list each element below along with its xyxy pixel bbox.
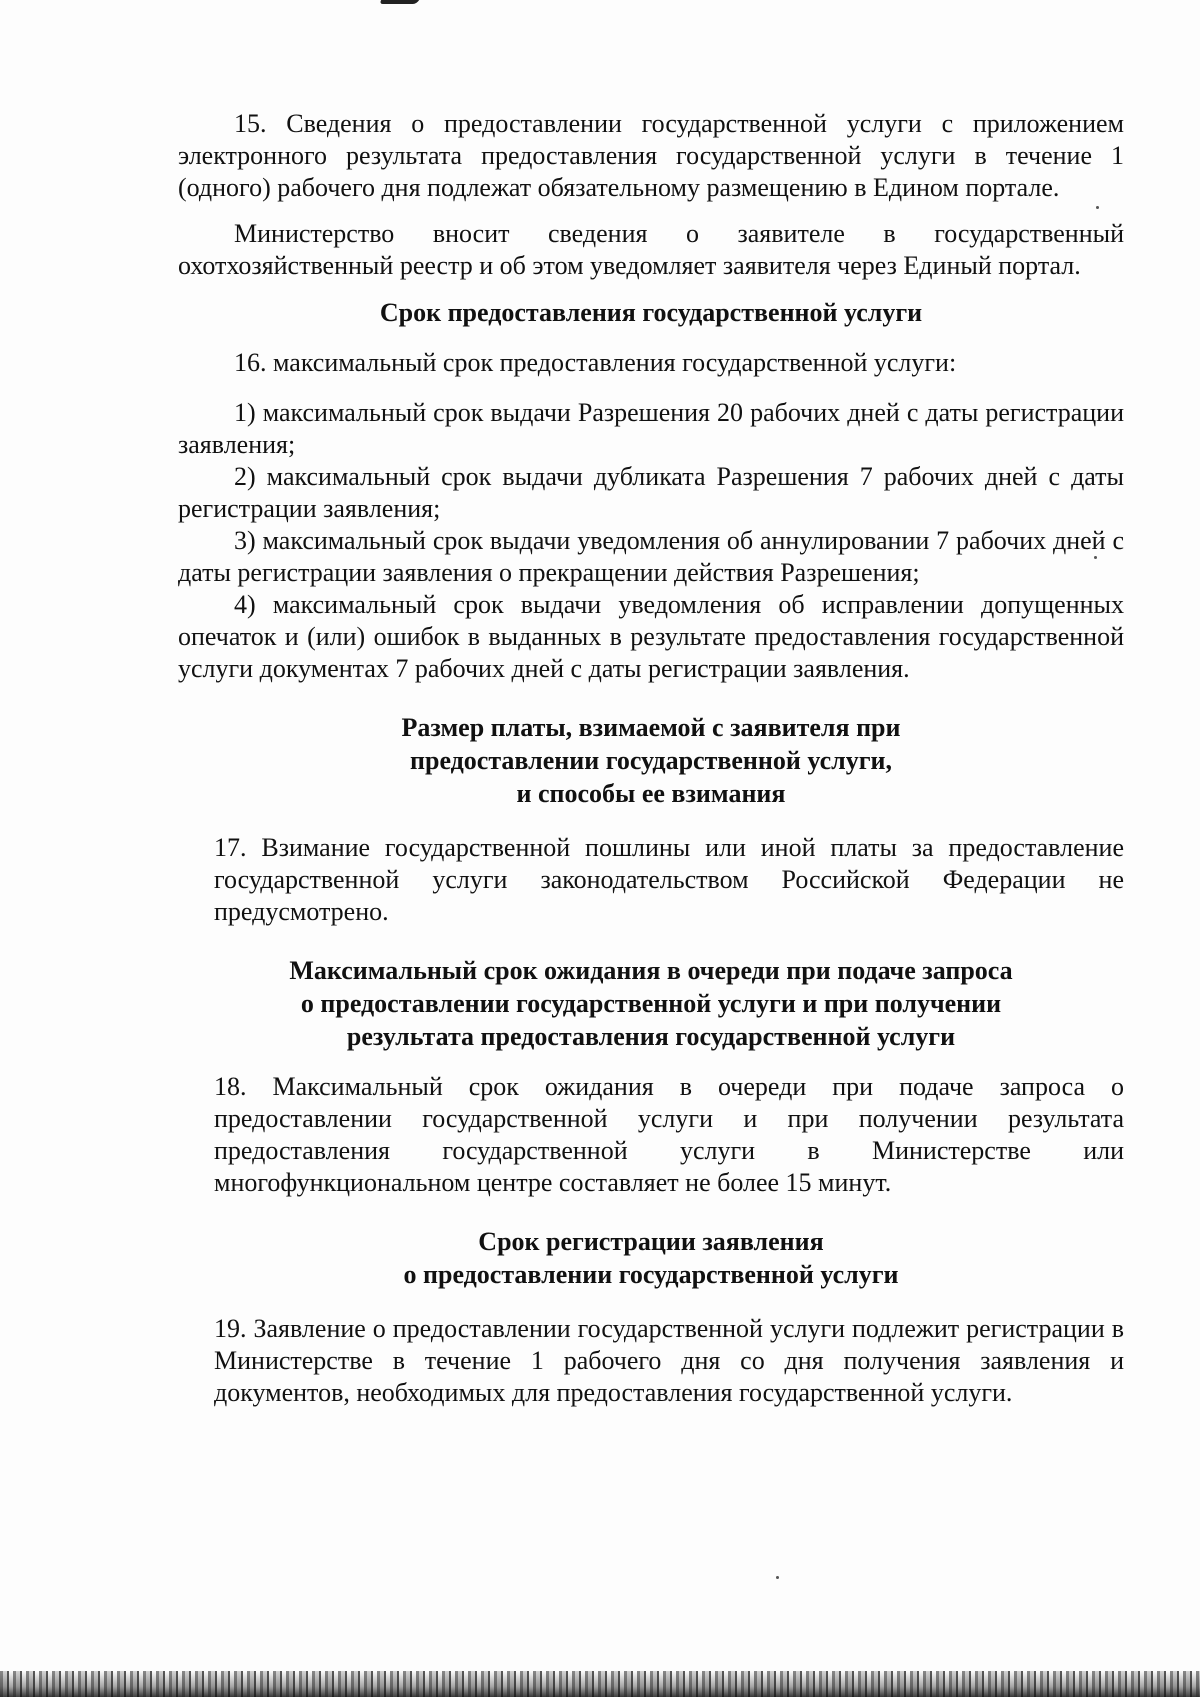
list-item-16-3: 3) максимальный срок выдачи уведомления об аннулировании 7 рабочих дней с даты регистрации заявления о прекращении действия Разрешения; [178,526,1124,587]
heading-queue-line: результата предоставления государственной услуги [346,1022,956,1051]
heading-queue-line: о предоставлении государственной услуги и при получении [300,989,1002,1018]
paragraph-15-registry: Министерство вносит сведения о заявителе в государственный охотхозяйственный реестр и об этом уведомляет заявителя через Единый портал. [178,219,1124,280]
heading-fee-line: Размер платы, взимаемой с заявителя при [401,713,901,742]
heading-registration-line: Срок регистрации заявления [478,1227,824,1256]
document-body [178,108,1124,1409]
list-item-16-2: 2) максимальный срок выдачи дубликата Разрешения 7 рабочих дней с даты регистрации заявления; [178,462,1124,523]
heading-service-term: Срок предоставления государственной услуги [379,298,923,327]
scan-speck [776,1576,779,1579]
heading-registration-line: о предоставлении государственной услуги [403,1260,899,1289]
heading-queue-line: Максимальный срок ожидания в очереди при подаче запроса [289,956,1013,985]
paragraph-16: 16. максимальный срок предоставления государственной услуги: [234,348,957,377]
paragraph-17: 17. Взимание государственной пошлины или иной платы за предоставление государственной услуги законодательством Российской Федерации не предусмотрено. [214,833,1124,926]
heading-registration [178,1225,1124,1291]
paragraph-15: 15. Сведения о предоставлении государственной услуги с приложением электронного результата предоставления государственной услуги в течение 1 (одного) рабочего дня подлежат обязательному размещению в Едином портале. [178,109,1124,202]
paragraph-19: 19. Заявление о предоставлении государственной услуги подлежит регистрации в Министерстве в течение 1 рабочего дня со дня получения заявления и документов, необходимых для предоставления государственной услуги. [214,1314,1124,1407]
heading-queue [178,954,1124,1053]
heading-fee-line: предоставлении государственной услуги, [410,746,892,775]
heading-fee [178,711,1124,810]
list-item-16-1: 1) максимальный срок выдачи Разрешения 20 рабочих дней с даты регистрации заявления; [178,398,1124,459]
list-item-16-4: 4) максимальный срок выдачи уведомления об исправлении допущенных опечаток и (или) ошибок в выданных в результате предоставления государственной услуги документах 7 рабочих дней с даты регистрации заявления. [178,590,1124,683]
scan-artifact-top [379,0,419,4]
heading-fee-line: и способы ее взимания [516,779,786,808]
scan-artifact-bottom-edge [0,1671,1200,1697]
paragraph-18: 18. Максимальный срок ожидания в очереди при подаче запроса о предоставлении государственной услуги и при получении результата предоставления государственной услуги в Министерстве или многофункциональном центре составляет не более 15 минут. [214,1072,1124,1197]
